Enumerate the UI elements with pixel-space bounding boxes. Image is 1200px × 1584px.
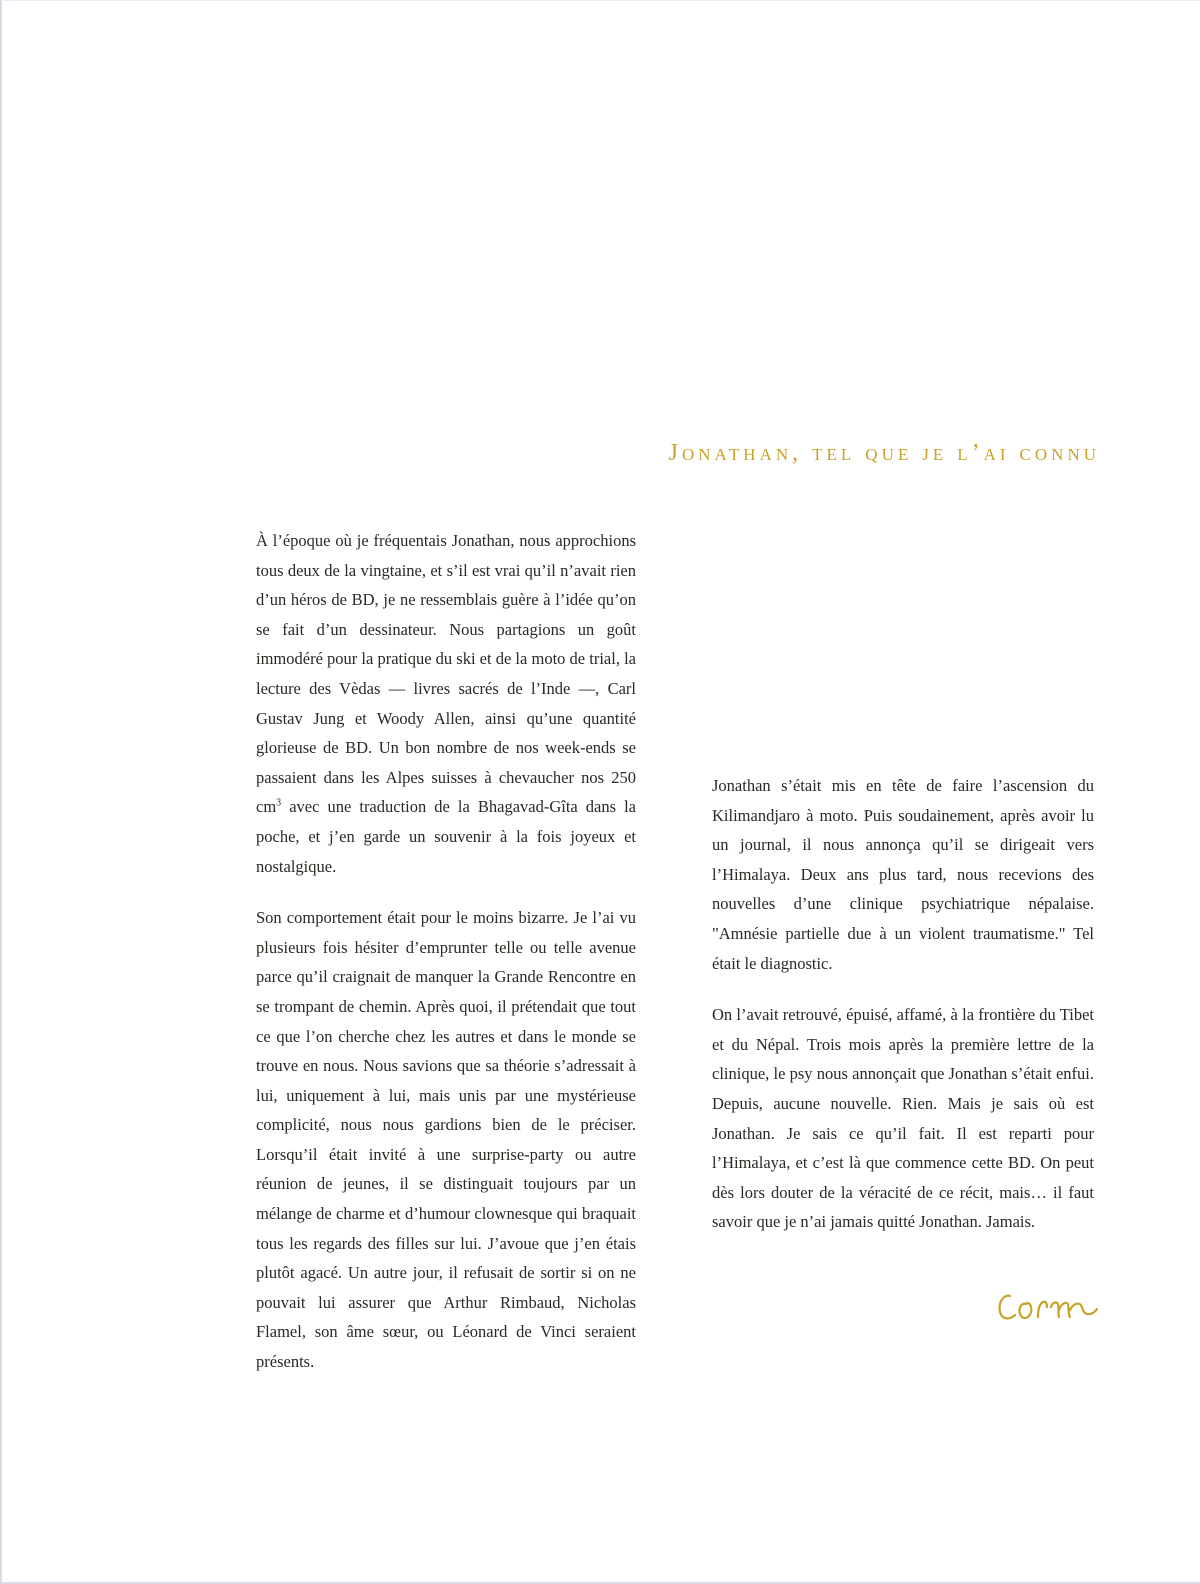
left-column: [256, 526, 636, 1399]
left-paragraph-1-text: À l’époque où je fréquentais Jonathan, nous approchions tous deux de la vingtaine, et s’il est vrai qu’il n’avait rien d’un héros de BD, je ne ressemblais guère à l’idée qu’on se fait d’un dessinateur. Nous partagions un goût immodéré pour la pratique du ski et de la moto de trial, la lecture des Vèdas — livres sacrés de l’Inde —, Carl Gustav Jung et Woody Allen, ainsi qu’une quantité glorieuse de BD. Un bon nombre de nos week-ends se passaient dans les Alpes suisses à chevaucher nos 250 cm: [256, 531, 636, 817]
superscript-cube: 3: [276, 797, 282, 809]
left-paragraph-1: [256, 526, 636, 881]
right-paragraph-1: Jonathan s’était mis en tête de faire l’ascension du Kilimandjaro à moto. Puis soudainement, après avoir lu un journal, il nous annonça qu’il se dirigeait vers l’Himalaya. Deux ans plus tard, nous recevions des nouvelles d’une clinique psychiatrique népalaise. "Amnésie partielle due à un violent traumatisme." Tel était le diagnostic.: [712, 776, 1094, 973]
right-paragraph-2: On l’avait retrouvé, épuisé, affamé, à la frontière du Tibet et du Népal. Trois mois après la première lettre de la clinique, le psy nous annonçait que Jonathan s’était enfui. Depuis, aucune nouvelle. Rien. Mais je sais où est Jonathan. Je sais ce qu’il fait. Il est reparti pour l’Himalaya, et c’est là que commence cette BD. On peut dès lors douter de la véracité de ce récit, mais… il faut savoir que je n’ai jamais quitté Jonathan. Jamais.: [712, 1005, 1094, 1232]
left-paragraph-1-end: avec une traduction de la Bhagavad-Gîta dans la poche, et j’en garde un souvenir à la fois joyeux et nostalgique.: [256, 797, 636, 876]
signature-cosey: [996, 1282, 1100, 1330]
right-column: [712, 771, 1094, 1259]
page-title: Jonathan, tel que je l’ai connu: [668, 440, 1100, 466]
left-paragraph-2: Son comportement était pour le moins bizarre. Je l’ai vu plusieurs fois hésiter d’emprunter telle ou telle avenue parce qu’il craignait de manquer la Grande Rencontre en se trompant de chemin. Après quoi, il prétendait que tout ce que l’on cherche chez les autres et dans le monde se trouve en nous. Nous savions que sa théorie s’adressait à lui, uniquement à lui, mais unis par une mystérieuse complicité, nous nous gardions bien de le préciser. Lorsqu’il était invité à une surprise-party ou autre réunion de jeunes, il se distinguait toujours par un mélange de charme et d’humour clownesque qui braquait tous les regards des filles sur lui. J’avoue que j’en étais plutôt agacé. Un autre jour, il refusait de sortir si on ne pouvait lui assurer que Arthur Rimbaud, Nicholas Flamel, son âme sœur, ou Léonard de Vinci seraient présents.: [256, 908, 636, 1372]
